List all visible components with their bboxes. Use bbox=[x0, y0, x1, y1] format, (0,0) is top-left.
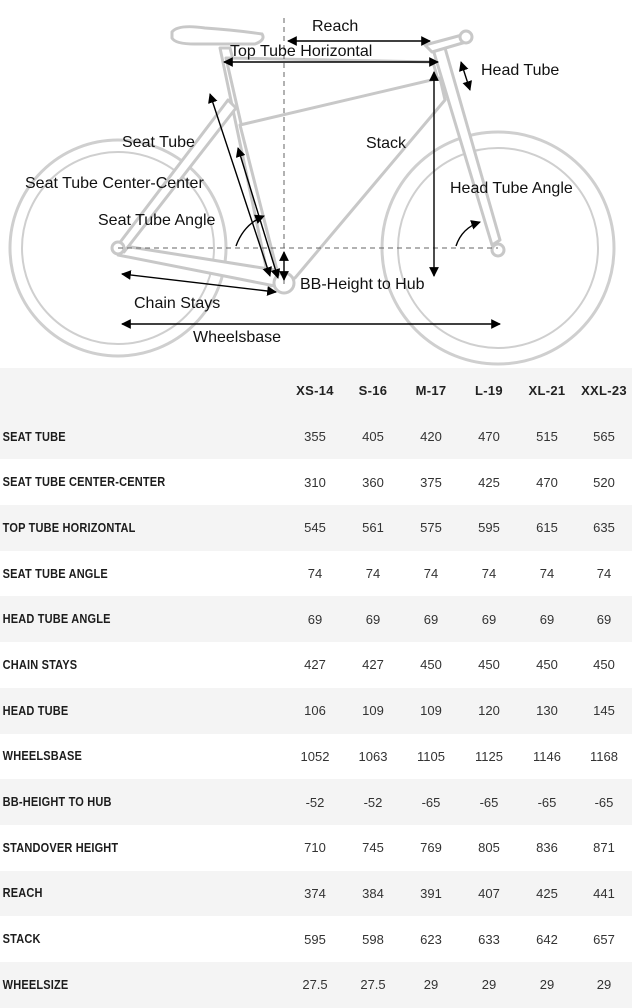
table-cell: 515 bbox=[536, 429, 558, 445]
table-cell: 450 bbox=[536, 657, 558, 673]
table-cell: 441 bbox=[593, 885, 615, 901]
table-cell: 69 bbox=[307, 611, 323, 627]
table-cell: 69 bbox=[423, 611, 439, 627]
table-cell: -65 bbox=[537, 794, 557, 810]
table-cell: 1052 bbox=[300, 748, 330, 764]
table-cell: 360 bbox=[362, 474, 384, 490]
table-cell: 74 bbox=[539, 566, 555, 582]
table-cell: 520 bbox=[593, 474, 615, 490]
table-cell: 871 bbox=[593, 840, 615, 856]
row-label: HEAD TUBE ANGLE bbox=[2, 612, 111, 627]
header-size: XS-14 bbox=[296, 383, 334, 399]
row-label: SEAT TUBE CENTER-CENTER bbox=[2, 475, 166, 490]
table-cell: 355 bbox=[304, 429, 326, 445]
label-stack: Stack bbox=[366, 135, 407, 152]
table-cell: 1146 bbox=[533, 748, 561, 764]
table-cell: 310 bbox=[304, 474, 326, 490]
header-size: XL-21 bbox=[528, 383, 566, 399]
table-cell: 745 bbox=[362, 840, 384, 856]
table-cell: 74 bbox=[307, 566, 323, 582]
label-reach: Reach bbox=[312, 18, 359, 35]
table-cell: 657 bbox=[593, 931, 615, 947]
row-label: BB-HEIGHT TO HUB bbox=[2, 795, 112, 810]
table-cell: 427 bbox=[362, 657, 384, 673]
table-cell: 29 bbox=[596, 977, 612, 993]
table-cell: 29 bbox=[423, 977, 439, 993]
table-cell: 74 bbox=[481, 566, 497, 582]
table-cell: 575 bbox=[420, 520, 442, 536]
table-cell: 120 bbox=[478, 703, 500, 719]
table-cell: 69 bbox=[596, 611, 612, 627]
table-cell: 74 bbox=[365, 566, 381, 582]
table-cell: 130 bbox=[536, 703, 558, 719]
header-size: L-19 bbox=[475, 383, 503, 399]
label-seat-tube: Seat Tube bbox=[122, 134, 195, 151]
table-cell: 69 bbox=[539, 611, 555, 627]
table-cell: 425 bbox=[536, 885, 558, 901]
table-cell: 470 bbox=[478, 429, 500, 445]
table-cell: 69 bbox=[481, 611, 497, 627]
geometry-table bbox=[0, 368, 632, 1008]
table-cell: 1063 bbox=[358, 748, 388, 764]
table-cell: 106 bbox=[304, 703, 326, 719]
table-header-row bbox=[0, 368, 632, 414]
table-cell: -52 bbox=[363, 794, 383, 810]
table-cell: 545 bbox=[304, 520, 326, 536]
table-cell: 1105 bbox=[417, 748, 445, 764]
table-cell: 470 bbox=[536, 474, 558, 490]
table-row bbox=[0, 688, 632, 734]
table-cell: 27.5 bbox=[302, 977, 328, 993]
table-cell: 635 bbox=[593, 520, 615, 536]
table-cell: 427 bbox=[304, 657, 326, 673]
table-cell: 384 bbox=[362, 885, 384, 901]
table-row bbox=[0, 779, 632, 825]
table-row bbox=[0, 596, 632, 642]
table-cell: 710 bbox=[304, 840, 326, 856]
header-size: M-17 bbox=[415, 383, 447, 399]
label-head-tube: Head Tube bbox=[481, 62, 560, 79]
header-size: S-16 bbox=[358, 383, 388, 399]
table-cell: 375 bbox=[420, 474, 442, 490]
table-cell: 145 bbox=[593, 703, 615, 719]
table-cell: 29 bbox=[539, 977, 555, 993]
table-cell: -52 bbox=[305, 794, 325, 810]
table-row bbox=[0, 734, 632, 780]
table-cell: 565 bbox=[593, 429, 615, 445]
table-cell: 27.5 bbox=[360, 977, 386, 993]
table-row bbox=[0, 414, 632, 460]
label-seat-tube-angle: Seat Tube Angle bbox=[98, 212, 216, 229]
table-cell: 74 bbox=[423, 566, 439, 582]
saddle bbox=[172, 27, 263, 44]
table-cell: 836 bbox=[536, 840, 558, 856]
row-label: CHAIN STAYS bbox=[2, 657, 78, 672]
row-label: WHEELSIZE bbox=[2, 977, 69, 992]
table-cell: 633 bbox=[478, 931, 500, 947]
table-cell: 29 bbox=[481, 977, 497, 993]
row-label: STACK bbox=[2, 932, 41, 947]
table-cell: 595 bbox=[304, 931, 326, 947]
row-label: STANDOVER HEIGHT bbox=[2, 840, 119, 855]
table-row bbox=[0, 505, 632, 551]
table-cell: 109 bbox=[420, 703, 442, 719]
header-blank bbox=[0, 368, 286, 414]
table-cell: 74 bbox=[596, 566, 612, 582]
table-cell: 450 bbox=[420, 657, 442, 673]
table-cell: 405 bbox=[362, 429, 384, 445]
table-row bbox=[0, 916, 632, 962]
label-chain-stays: Chain Stays bbox=[134, 295, 221, 312]
table-cell: -65 bbox=[479, 794, 499, 810]
table-cell: 805 bbox=[478, 840, 500, 856]
table-cell: 407 bbox=[478, 885, 500, 901]
table-cell: 425 bbox=[478, 474, 500, 490]
table-cell: 561 bbox=[362, 520, 384, 536]
table-cell: 69 bbox=[365, 611, 381, 627]
header-size: XXL-23 bbox=[581, 383, 627, 399]
table-cell: 1168 bbox=[590, 748, 618, 764]
label-wheelsbase: Wheelsbase bbox=[193, 329, 282, 346]
table-row bbox=[0, 825, 632, 871]
table-cell: 1125 bbox=[475, 748, 503, 764]
row-label: REACH bbox=[2, 886, 43, 901]
table-cell: 450 bbox=[478, 657, 500, 673]
label-head-tube-angle: Head Tube Angle bbox=[450, 180, 573, 197]
table-cell: 615 bbox=[536, 520, 558, 536]
label-top-tube-horizontal: Top Tube Horizontal bbox=[230, 43, 373, 60]
table-row bbox=[0, 459, 632, 505]
table-row bbox=[0, 962, 632, 1008]
row-label: TOP TUBE HORIZONTAL bbox=[2, 520, 136, 535]
row-label: SEAT TUBE ANGLE bbox=[2, 566, 108, 581]
table-cell: 595 bbox=[478, 520, 500, 536]
table-cell: 450 bbox=[593, 657, 615, 673]
row-label: SEAT TUBE bbox=[2, 429, 66, 444]
table-cell: -65 bbox=[594, 794, 614, 810]
table-cell: 391 bbox=[420, 885, 442, 901]
table-row bbox=[0, 642, 632, 688]
table-cell: 420 bbox=[420, 429, 442, 445]
label-bb-height-to-hub: BB-Height to Hub bbox=[300, 276, 425, 293]
table-cell: 598 bbox=[362, 931, 384, 947]
table-cell: -65 bbox=[421, 794, 441, 810]
table-cell: 642 bbox=[536, 931, 558, 947]
label-seat-tube-center-center: Seat Tube Center-Center bbox=[25, 175, 204, 192]
row-label: WHEELSBASE bbox=[2, 749, 83, 764]
table-cell: 109 bbox=[362, 703, 384, 719]
table-row bbox=[0, 871, 632, 917]
row-label: HEAD TUBE bbox=[2, 703, 69, 718]
table-row bbox=[0, 551, 632, 597]
bike-geometry-diagram bbox=[0, 0, 632, 368]
table-cell: 374 bbox=[304, 885, 326, 901]
table-cell: 623 bbox=[420, 931, 442, 947]
table-cell: 769 bbox=[420, 840, 442, 856]
